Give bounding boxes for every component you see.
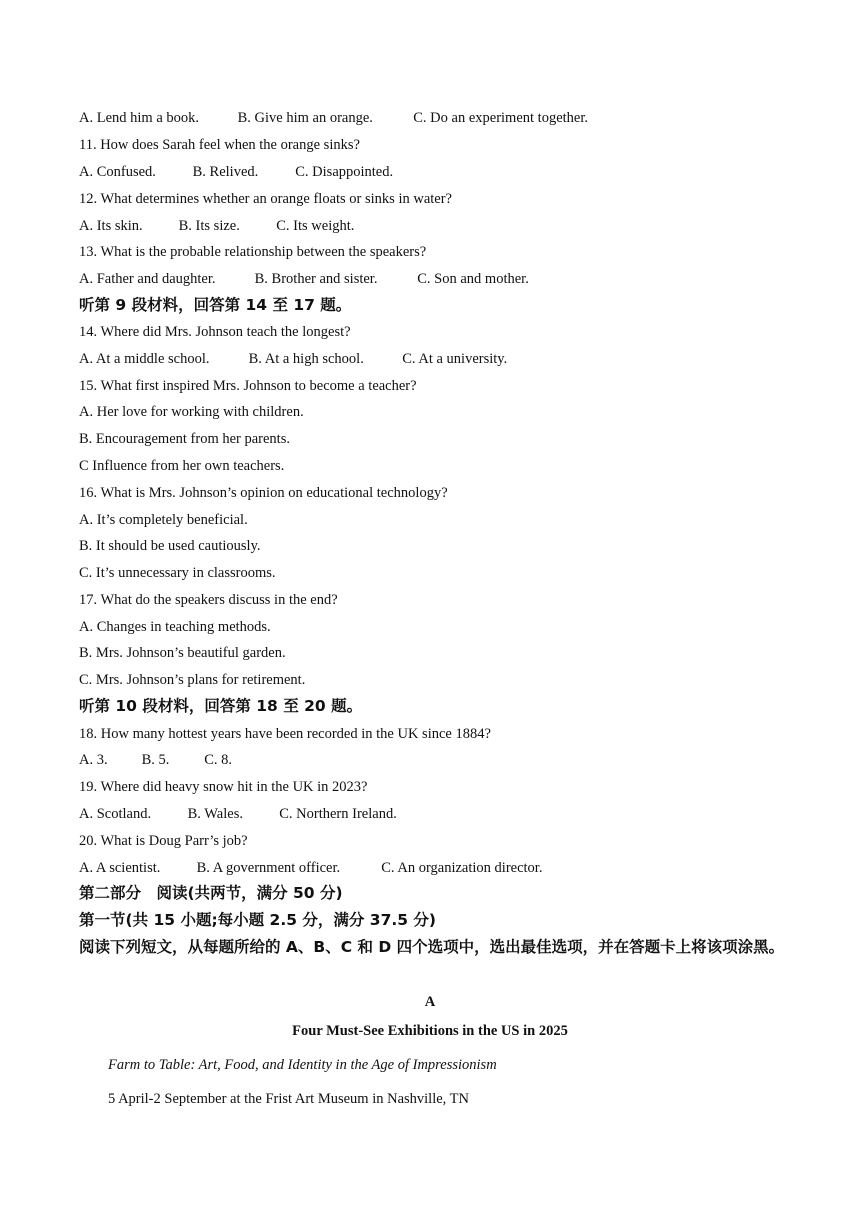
q11-options (79, 163, 393, 181)
q11-option-a: A. Confused. (79, 164, 156, 180)
q11-option-c: C. Disappointed. (295, 164, 394, 180)
q16-option-b: B. It should be used cautiously. (79, 538, 261, 554)
exhibit-1-title: Farm to Table: Art, Food, and Identity in the Age of Impressionism (108, 1057, 497, 1073)
q16-option-a: A. It’s completely beneficial. (79, 512, 248, 528)
q19-option-a: A. Scotland. (79, 806, 152, 822)
q13-option-c: C. Son and mother. (417, 271, 529, 287)
q17-option-a: A. Changes in teaching methods. (79, 619, 271, 635)
q19-option-c: C. Northern Ireland. (279, 806, 397, 822)
q18-option-c: C. 8. (204, 752, 233, 768)
q13-option-b: B. Brother and sister. (254, 271, 378, 287)
q19-option-b: B. Wales. (187, 806, 243, 822)
q16-stem: 16. What is Mrs. Johnson’s opinion on educational technology? (79, 485, 448, 501)
q14-option-b: B. At a high school. (248, 351, 364, 367)
q20-option-c: C. An organization director. (381, 860, 543, 876)
passage-label: A (424, 994, 436, 1010)
q20-option-a: A. A scientist. (79, 860, 161, 876)
q18-stem: 18. How many hottest years have been recorded in the UK since 1884? (79, 726, 491, 742)
q15-option-a: A. Her love for working with children. (79, 404, 304, 420)
q19-options (79, 805, 397, 823)
q15-option-b: B. Encouragement from her parents. (79, 431, 290, 447)
q10-option-b: B. Give him an orange. (237, 110, 373, 126)
q20-option-b: B. A government officer. (196, 860, 341, 876)
q14-option-c: C. At a university. (402, 351, 508, 367)
exhibit-1-details: 5 April-2 September at the Frist Art Museum in Nashville, TN (108, 1091, 469, 1107)
q10-option-a: A. Lend him a book. (79, 110, 200, 126)
q12-stem: 12. What determines whether an orange floats or sinks in water? (79, 191, 452, 207)
q18-option-b: B. 5. (141, 752, 170, 768)
reading-instructions: 阅读下列短文，从每题所给的 A、B、C 和 D 四个选项中，选出最佳选项，并在答题卡上将该项涂黑。 (79, 938, 785, 956)
q12-option-c: C. Its weight. (276, 218, 355, 234)
q10-options (79, 109, 588, 127)
part-2-heading: 第二部分 阅读(共两节，满分 50 分) (79, 884, 343, 902)
q16-option-c: C. It’s unnecessary in classrooms. (79, 565, 276, 581)
passage-title: Four Must-See Exhibitions in the US in 2025 (292, 1023, 568, 1039)
q14-stem: 14. Where did Mrs. Johnson teach the longest? (79, 324, 351, 340)
q13-options (79, 270, 529, 288)
q19-stem: 19. Where did heavy snow hit in the UK in 2023? (79, 779, 368, 795)
q17-stem: 17. What do the speakers discuss in the end? (79, 592, 338, 608)
q14-option-a: A. At a middle school. (79, 351, 210, 367)
q18-option-a: A. 3. (79, 752, 108, 768)
q15-stem: 15. What first inspired Mrs. Johnson to become a teacher? (79, 378, 417, 394)
q12-option-a: A. Its skin. (79, 218, 143, 234)
q11-stem: 11. How does Sarah feel when the orange sinks? (79, 137, 360, 153)
section-1-heading: 第一节(共 15 小题;每小题 2.5 分，满分 37.5 分) (79, 911, 437, 929)
q17-option-c: C. Mrs. Johnson’s plans for retirement. (79, 672, 306, 688)
section-10-heading: 听第 10 段材料，回答第 18 至 20 题。 (79, 697, 363, 715)
q14-options (79, 350, 507, 368)
q13-option-a: A. Father and daughter. (79, 271, 216, 287)
q18-options (79, 751, 232, 769)
q12-option-b: B. Its size. (178, 218, 240, 234)
q20-stem: 20. What is Doug Parr’s job? (79, 833, 248, 849)
section-9-heading: 听第 9 段材料，回答第 14 至 17 题。 (79, 296, 352, 314)
q15-option-c: C Influence from her own teachers. (79, 458, 285, 474)
q20-options (79, 859, 542, 877)
q12-options (79, 217, 354, 235)
q10-option-c: C. Do an experiment together. (413, 110, 589, 126)
q17-option-b: B. Mrs. Johnson’s beautiful garden. (79, 645, 286, 661)
q13-stem: 13. What is the probable relationship between the speakers? (79, 244, 427, 260)
q11-option-b: B. Relived. (192, 164, 259, 180)
